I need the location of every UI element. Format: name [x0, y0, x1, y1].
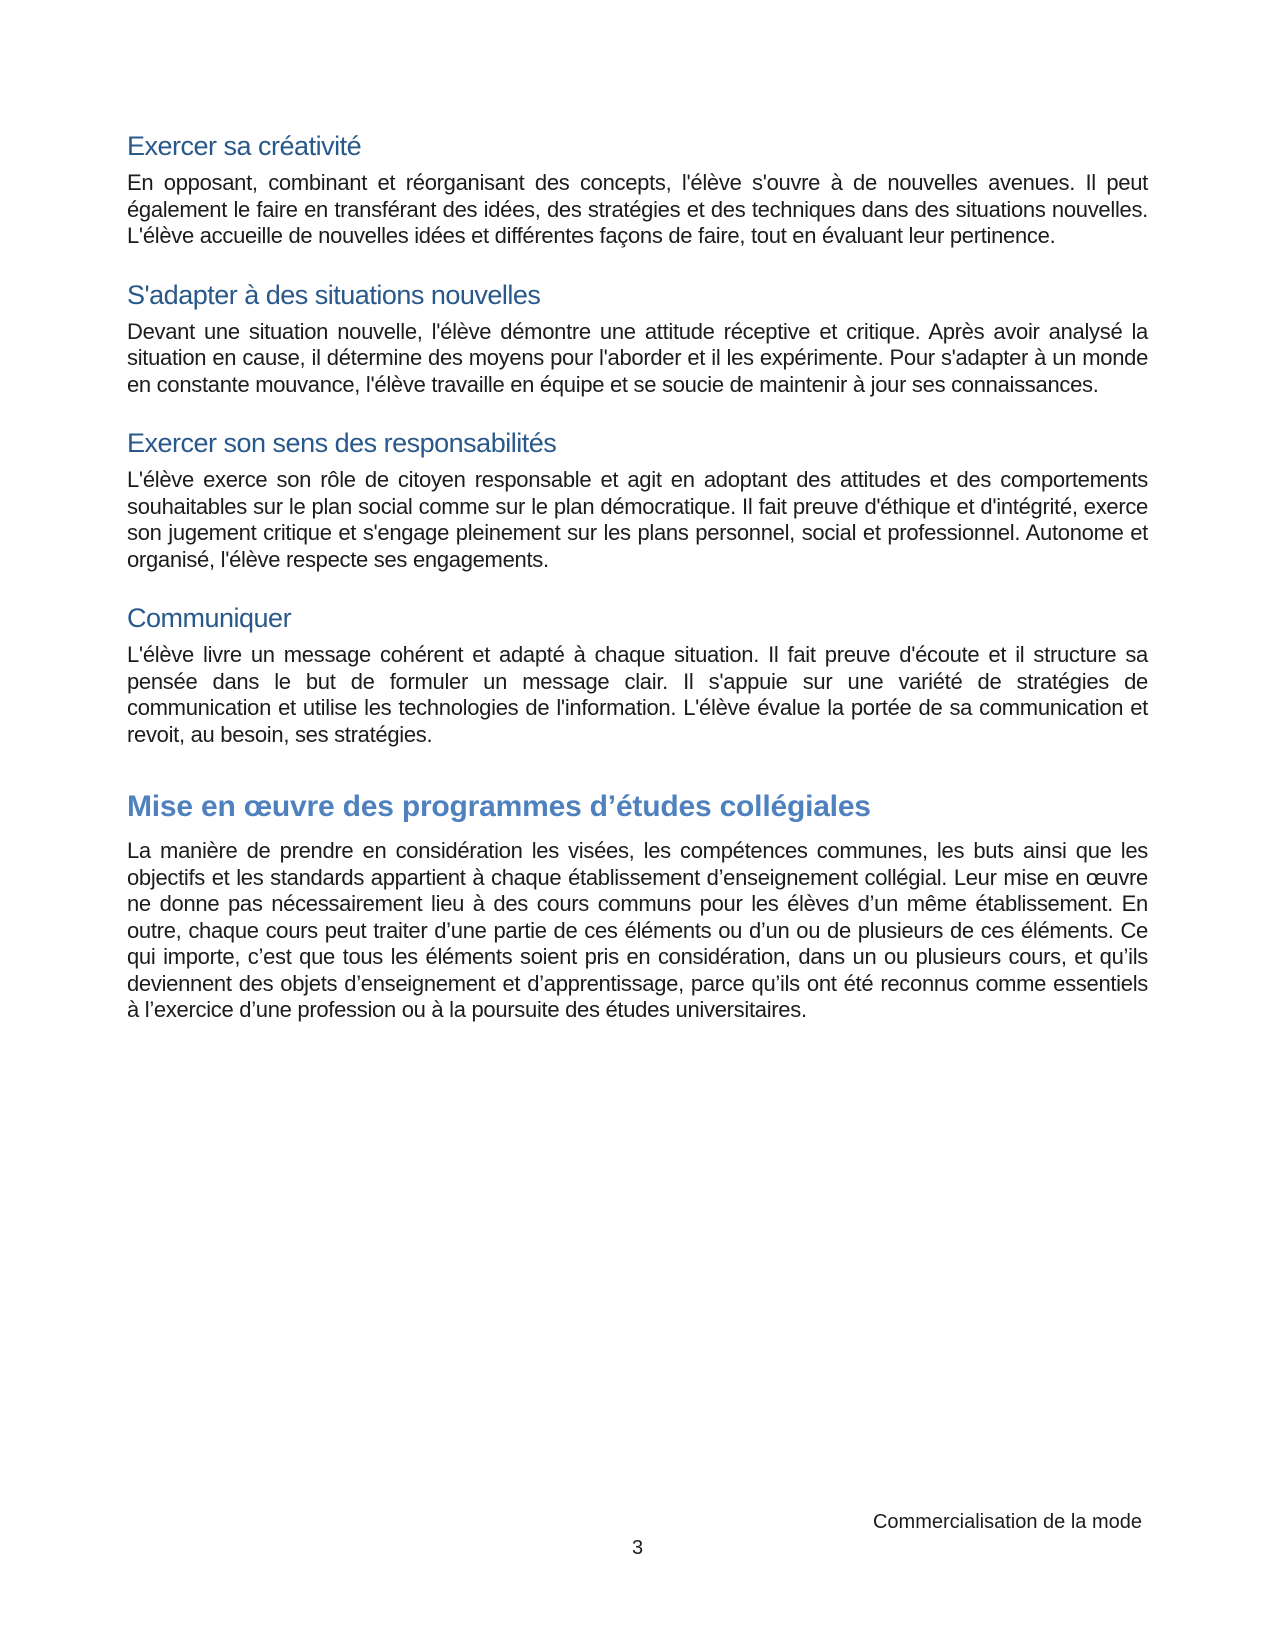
heading-mise-en-oeuvre: Mise en œuvre des programmes d’études collégiales [127, 790, 871, 823]
paragraph-mise-en-oeuvre: La manière de prendre en considération les visées, les compétences communes, les buts ainsi que les objectifs et les standards appartient à chaque établissement d’enseignement collégial. Leur mise en œuvre ne donne pas nécessairement lieu à des cours communs pour les élèves d’un même établissement. En outre, chaque cours peut traiter d’une partie de ces éléments ou d’un ou de plusieurs de ces éléments. Ce qui importe, c’est que tous les éléments soient pris en considération, dans un ou plusieurs cours, et qu’ils deviennent des objets d’enseignement et d’apprentissage, parce qu’ils ont été reconnus comme essentiels à l’exercice d’une profession ou à la poursuite des études universitaires. [127, 838, 1148, 1022]
section-creativite [127, 130, 1148, 250]
section-adaptation [127, 279, 1148, 399]
paragraph-communiquer: L'élève livre un message cohérent et adapté à chaque situation. Il fait preuve d'écoute et il structure sa pensée dans le but de formuler un message clair. Il s'appuie sur une variété de stratégies de communication et utilise les technologies de l'information. L'élève évalue la portée de sa communication et revoit, au besoin, ses stratégies. [127, 642, 1148, 747]
section-communiquer [127, 602, 1148, 748]
paragraph-sens-responsabilites: L'élève exerce son rôle de citoyen responsable et agit en adoptant des attitudes et des comportements souhaitables sur le plan social comme sur le plan démocratique. Il fait preuve d'éthique et d'intégrité, exerce son jugement critique et s'engage pleinement sur les plans personnel, social et professionnel. Autonome et organisé, l'élève respecte ses engagements. [127, 467, 1148, 572]
section-responsabilites [127, 427, 1148, 573]
heading-adapter-situations: S'adapter à des situations nouvelles [127, 279, 541, 310]
paragraph-adapter-situations: Devant une situation nouvelle, l'élève démontre une attitude réceptive et critique. Après avoir analysé la situation en cause, il détermine des moyens pour l'aborder et il les expérimente. Pour s'adapter à un monde en constante mouvance, l'élève travaille en équipe et se soucie de maintenir à jour ses connaissances. [127, 318, 1148, 397]
page-number: 3 [631, 1537, 644, 1559]
page-content [127, 130, 1148, 1024]
heading-communiquer: Communiquer [127, 603, 292, 633]
footer-document-title: Commercialisation de la mode [872, 1511, 1142, 1533]
heading-exercer-creativite: Exercer sa créativité [127, 131, 362, 161]
section-mise-en-oeuvre [127, 788, 1148, 1024]
heading-sens-responsabilites: Exercer son sens des responsabilités [127, 428, 557, 458]
paragraph-exercer-creativite: En opposant, combinant et réorganisant des concepts, l'élève s'ouvre à de nouvelles avenues. Il peut également le faire en transférant des idées, des stratégies et des techniques dans des situations nouvelles. L'élève accueille de nouvelles idées et différentes façons de faire, tout en évaluant leur pertinence. [127, 170, 1148, 248]
